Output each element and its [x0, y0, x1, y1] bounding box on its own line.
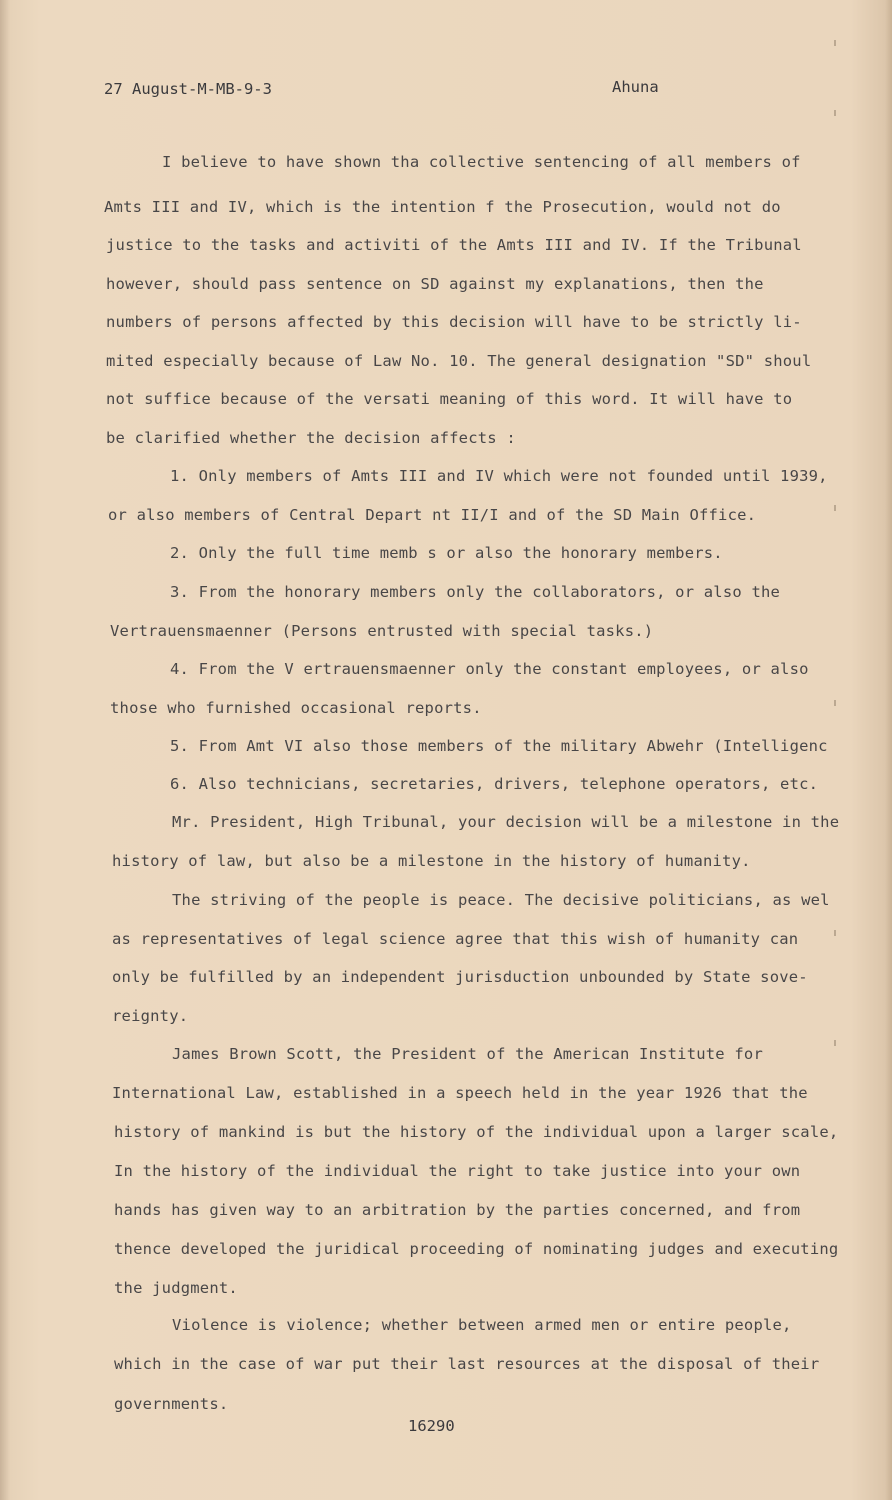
body-line: I believe to have shown tha collective sentencing of all members of [162, 153, 801, 171]
body-line: International Law, established in a speech held in the year 1926 that the [112, 1084, 808, 1102]
page-number: 16290 [408, 1417, 455, 1435]
body-line: however, should pass sentence on SD against my explanations, then the [106, 275, 764, 293]
body-line: only be fulfilled by an independent jurisduction unbounded by State sove- [112, 968, 808, 986]
body-line: be clarified whether the decision affects : [106, 429, 516, 447]
body-line: reignty. [112, 1007, 189, 1025]
body-line: which in the case of war put their last resources at the disposal of their [114, 1355, 820, 1373]
body-line: those who furnished occasional reports. [110, 699, 482, 717]
list-item: 4. From the V ertrauensmaenner only the constant employees, or also [170, 660, 809, 678]
list-item: 3. From the honorary members only the collaborators, or also the [170, 583, 781, 601]
body-line: history of mankind is but the history of the individual upon a larger scale, [114, 1123, 839, 1141]
body-line: governments. [114, 1395, 229, 1413]
body-line: Mr. President, High Tribunal, your decision will be a milestone in the [172, 813, 840, 831]
body-line: hands has given way to an arbitration by the parties concerned, and from [114, 1201, 801, 1219]
body-line: James Brown Scott, the President of the American Institute for [172, 1045, 763, 1063]
body-line: Violence is violence; whether between armed men or entire people, [172, 1316, 792, 1334]
body-line: or also members of Central Depart nt II/I and of the SD Main Office. [108, 506, 757, 524]
list-item: 6. Also technicians, secretaries, drivers, telephone operators, etc. [170, 775, 819, 793]
document-reference: 27 August-M-MB-9-3 [104, 80, 272, 98]
body-line: The striving of the people is peace. The decisive politicians, as wel [172, 891, 830, 909]
body-line: thence developed the juridical proceeding of nominating judges and executing [114, 1240, 839, 1258]
binding-marks [834, 0, 838, 1500]
body-line: numbers of persons affected by this decision will have to be strictly li- [106, 313, 802, 331]
reporter-name: Ahuna [612, 78, 659, 96]
body-line: Amts III and IV, which is the intention f the Prosecution, would not do [104, 198, 781, 216]
body-line: mited especially because of Law No. 10. The general designation "SD" shoul [106, 352, 812, 370]
body-line: not suffice because of the versati meaning of this word. It will have to [106, 390, 793, 408]
body-line: justice to the tasks and activiti of the Amts III and IV. If the Tribunal [106, 236, 802, 254]
body-line: Vertrauensmaenner (Persons entrusted with special tasks.) [110, 622, 654, 640]
body-line: as representatives of legal science agree that this wish of humanity can [112, 930, 799, 948]
list-item: 5. From Amt VI also those members of the military Abwehr (Intelligenc [170, 737, 828, 755]
body-line: the judgment. [114, 1279, 238, 1297]
list-item: 1. Only members of Amts III and IV which were not founded until 1939, [170, 467, 828, 485]
list-item: 2. Only the full time memb s or also the honorary members. [170, 544, 723, 562]
body-line: history of law, but also be a milestone in the history of humanity. [112, 852, 751, 870]
body-line: In the history of the individual the right to take justice into your own [114, 1162, 801, 1180]
